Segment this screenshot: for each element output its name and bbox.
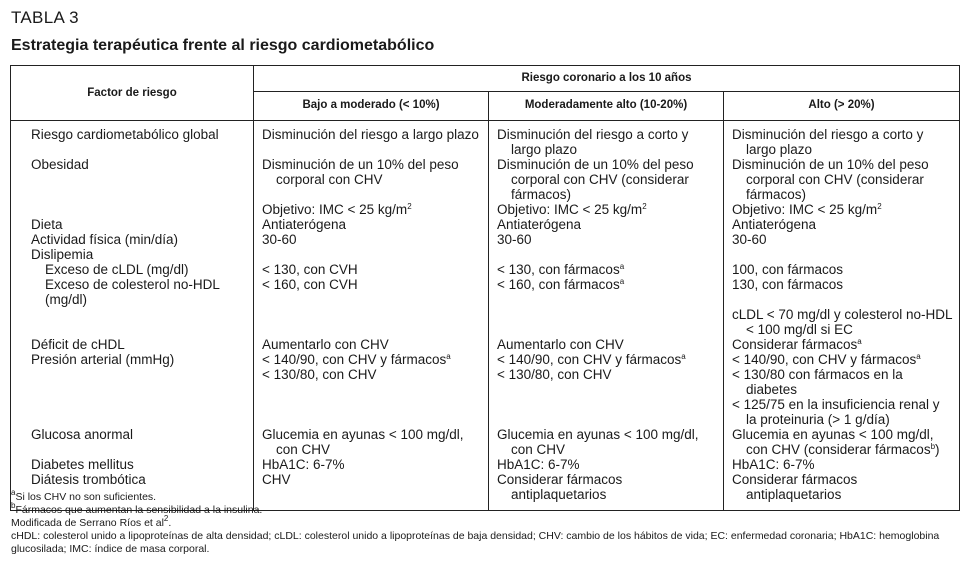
col2-cell: < 160, con fármacos$^a$	[497, 277, 625, 292]
risk-strategy-table	[10, 65, 960, 511]
footnote: $^b$Fármacos que aumentan la sensibilidad a la insulina.	[11, 501, 263, 516]
col1-cell: HbA1C: 6-7%	[262, 457, 345, 472]
factor-item: Obesidad	[31, 157, 89, 172]
col1-cell	[262, 247, 482, 262]
col2-cell: Objetivo: IMC < 25 $kg/m^2$	[497, 202, 647, 217]
col3-cell: Considerar fármacos antiplaquetarios	[732, 472, 858, 502]
col2-cell: Aumentarlo con CHV	[497, 337, 624, 352]
col3-cell: Glucemia en ayunas < 100 mg/dl, con CHV (considerar fármacos$^b$)	[732, 427, 940, 457]
col1-cell: < 130, con CVH	[262, 262, 358, 277]
factor-item: Diátesis trombótica	[31, 472, 146, 487]
factor-item: Presión arterial (mmHg)	[31, 352, 175, 367]
col3-cell: 130, con fármacos	[732, 277, 844, 292]
moderate-risk-column	[489, 121, 724, 511]
col3-cell: HbA1C: 6-7%	[732, 457, 815, 472]
factor-item	[31, 202, 247, 217]
header-col-moderate: Moderadamente alto (10-20%)	[489, 91, 724, 120]
col1-cell: < 130/80, con CHV	[262, 367, 377, 382]
col2-cell: Glucemia en ayunas < 100 mg/dl, con CHV	[497, 427, 699, 457]
factor-item: Dislipemia	[31, 247, 94, 262]
col2-cell	[497, 247, 717, 262]
factor-item: Diabetes mellitus	[31, 457, 134, 472]
col2-cell: Disminución del riesgo a corto y largo plazo	[497, 127, 689, 157]
footnotes	[11, 488, 966, 556]
col1-cell: Disminución de un 10% del peso corporal con CHV	[262, 157, 459, 187]
factor-item	[31, 397, 247, 427]
low-risk-column	[254, 121, 489, 511]
col2-cell	[497, 397, 717, 427]
footnote: $^a$Si los CHV no son suficientes.	[11, 488, 157, 503]
footnote: cHDL: colesterol unido a lipoproteínas de alta densidad; cLDL: colesterol unido a lipoproteínas de baja densidad; CHV: cambio de los hábitos de vida; EC: enfermedad coronaria; HbA1C: hemoglobina glucosilada; IMC: índice de masa corporal.	[11, 530, 940, 555]
factor-item: Actividad física (min/día)	[31, 232, 179, 247]
col3-cell: cLDL < 70 mg/dl y colesterol no-HDL < 100 mg/dl si EC	[732, 307, 952, 337]
col3-cell: 100, con fármacos	[732, 262, 844, 277]
header-risk-group: Riesgo coronario a los 10 años	[254, 66, 960, 92]
col3-cell: < 130/80 con fármacos en la diabetes	[732, 367, 903, 397]
factor-item: Glucosa anormal	[31, 427, 134, 442]
col3-cell: < 125/75 en la insuficiencia renal y la proteinuria (> 1 g/día)	[732, 397, 940, 427]
header-col-low: Bajo a moderado (< 10%)	[254, 91, 489, 120]
header-col-high: Alto (> 20%)	[724, 91, 960, 120]
high-risk-column	[724, 121, 960, 511]
col3-cell: < 140/90, con CHV y fármacos$^a$	[732, 352, 921, 367]
factor-item	[31, 307, 247, 337]
col1-cell: Objetivo: IMC < 25 $kg/m^2$	[262, 202, 412, 217]
col2-cell: < 130/80, con CHV	[497, 367, 612, 382]
col1-cell: Disminución del riesgo a largo plazo	[262, 127, 479, 142]
col3-cell: Objetivo: IMC < 25 $kg/m^2$	[732, 202, 882, 217]
col3-cell: Considerar fármacos$^a$	[732, 337, 862, 352]
factor-item: Riesgo cardiometabólico global	[31, 127, 219, 142]
col2-cell: 30-60	[497, 232, 532, 247]
col1-cell	[262, 397, 482, 427]
factor-item: Exceso de colesterol no-HDL (mg/dl)	[45, 277, 220, 307]
col1-cell: Aumentarlo con CHV	[262, 337, 389, 352]
factor-item	[31, 367, 247, 397]
col1-cell: CHV	[262, 472, 291, 487]
table-title: Estrategia terapéutica frente al riesgo cardiometabólico	[11, 37, 435, 54]
col2-cell: Considerar fármacos antiplaquetarios	[497, 472, 623, 502]
col1-cell: < 140/90, con CHV y fármacos$^a$	[262, 352, 451, 367]
moderate-risk-list	[497, 127, 717, 502]
col1-cell: 30-60	[262, 232, 297, 247]
footnote: Modificada de Serrano Ríos et $al^2$.	[11, 514, 172, 529]
col2-cell	[497, 307, 717, 337]
factor-column	[11, 121, 254, 511]
factor-item: Exceso de cLDL (mg/dl)	[45, 262, 189, 277]
col2-cell: Disminución de un 10% del peso corporal con CHV (considerar fármacos)	[497, 157, 694, 202]
table-body-row	[11, 121, 960, 511]
col3-cell: 30-60	[732, 232, 767, 247]
col3-cell: Disminución de un 10% del peso corporal con CHV (considerar fármacos)	[732, 157, 929, 202]
col1-cell: Glucemia en ayunas < 100 mg/dl, con CHV	[262, 427, 464, 457]
col2-cell: HbA1C: 6-7%	[497, 457, 580, 472]
col2-cell: < 140/90, con CHV y fármacos$^a$	[497, 352, 686, 367]
header-factor: Factor de riesgo	[11, 66, 254, 121]
col2-cell: Antiaterógena	[497, 217, 582, 232]
col1-cell: < 160, con CVH	[262, 277, 358, 292]
col3-cell	[732, 247, 953, 262]
col1-cell: Antiaterógena	[262, 217, 347, 232]
col1-cell	[262, 307, 482, 337]
col3-cell: Disminución del riesgo a corto y largo plazo	[732, 127, 924, 157]
col2-cell: < 130, con fármacos$^a$	[497, 262, 625, 277]
factor-list	[31, 127, 247, 502]
low-risk-list	[262, 127, 482, 502]
col3-cell: Antiaterógena	[732, 217, 817, 232]
factor-item: Déficit de cHDL	[31, 337, 125, 352]
high-risk-list	[732, 127, 953, 502]
factor-item: Dieta	[31, 217, 63, 232]
table-label: TABLA 3	[11, 8, 79, 27]
